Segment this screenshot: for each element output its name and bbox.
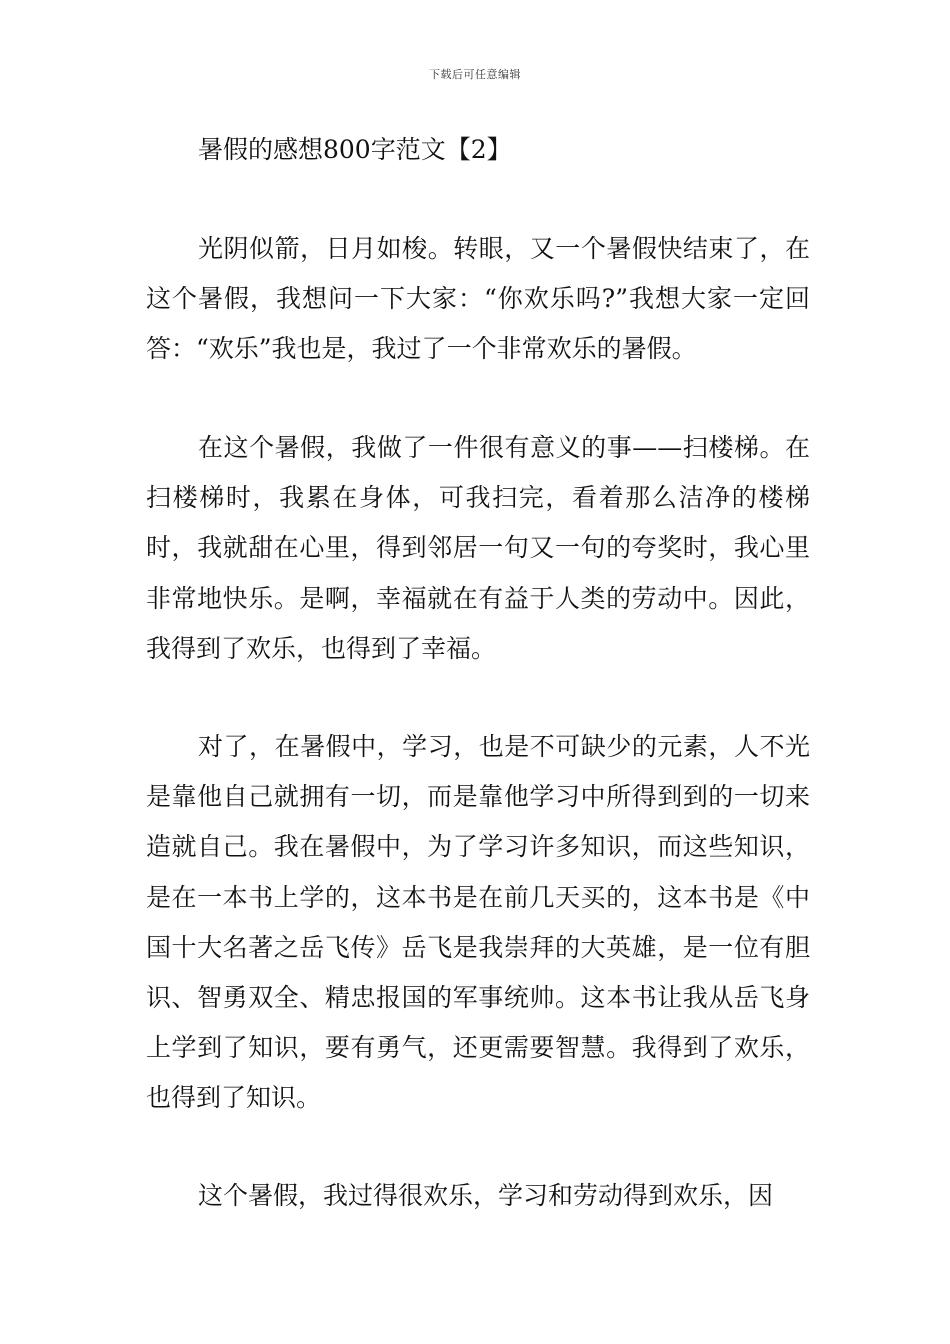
paragraph: 对了，在暑假中，学习，也是不可缺少的元素，人不光是靠他自己就拥有一切，而是靠他学习中所得到到的一切来造就自己。我在暑假中，为了学习许多知识，而这些知识，是在一本书上学的，这本书是在前几天买的，这本书是《中国十大名著之岳飞传》岳飞是我崇拜的大英雄，是一位有胆识、智勇双全、精忠报国的军事统帅。这本书让我从岳飞身上学到了知识，要有勇气，还更需要智慧。我得到了欢乐，也得到了知识。 <box>146 732 810 1113</box>
paragraph: 光阴似箭，日月如梭。转眼，又一个暑假快结束了，在这个暑假，我想问一下大家：“你欢乐吗?”我想大家一定回答：“欢乐”我也是，我过了一个非常欢乐的暑假。 <box>146 234 810 364</box>
paragraph: 在这个暑假，我做了一件很有意义的事——扫楼梯。在扫楼梯时，我累在身体，可我扫完，看着那么洁净的楼梯时，我就甜在心里，得到邻居一句又一句的夸奖时，我心里非常地快乐。是啊，幸福就在有益于人类的劳动中。因此，我得到了欢乐，也得到了幸福。 <box>146 433 810 663</box>
page-header-note: 下载后可任意编辑 <box>429 68 521 81</box>
document-title: 暑假的感想800字范文【2】 <box>198 135 512 164</box>
paragraph: 这个暑假，我过得很欢乐，学习和劳动得到欢乐，因 <box>198 1181 774 1210</box>
